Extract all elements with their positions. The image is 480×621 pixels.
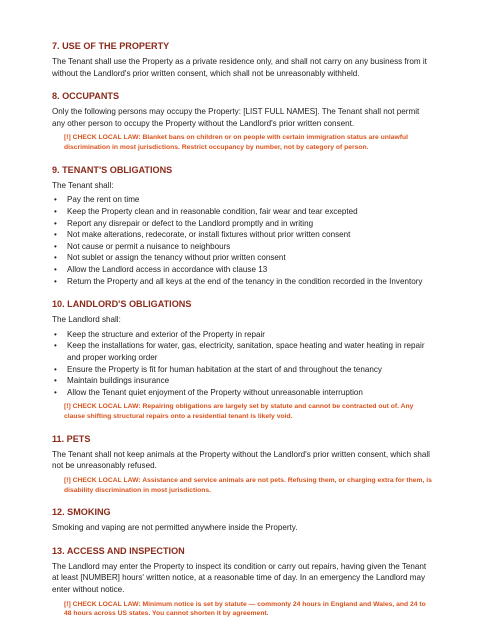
local-law-warning: [!] CHECK LOCAL LAW: Blanket bans on children or on people with certain immigration status are unlawful discrimination in most jurisdictions. Restrict occupancy by number, not by category of person.: [64, 134, 409, 152]
section-heading: 9. TENANT'S OBLIGATIONS: [52, 164, 173, 175]
list-item: • Report any disrepair or defect to the Landlord promptly and in writing: [52, 218, 432, 230]
section-smoking: [52, 506, 432, 534]
section-pets: [52, 433, 432, 496]
list-item: • Allow the Landlord access in accordance with clause 13: [52, 264, 432, 276]
section-heading: 13. ACCESS AND INSPECTION: [52, 545, 185, 556]
list-item: • Ensure the Property is fit for human habitation at the start of and throughout the tenancy: [52, 364, 432, 376]
list-item: • Pay the rent on time: [52, 194, 432, 206]
section-occupants: [52, 90, 432, 153]
section-paragraph: The Landlord may enter the Property to inspect its condition or carry out repairs, having given the Tenant at least [NUMBER] hours' written notice, at a reasonable time of day. In an emergency the Landlord may enter without notice.: [52, 561, 427, 595]
list-item: • Not make alterations, redecorate, or install fixtures without prior written consent: [52, 229, 432, 241]
section-heading: 11. PETS: [52, 433, 91, 444]
obligations-list: [52, 329, 432, 399]
local-law-warning: [!] CHECK LOCAL LAW: Repairing obligations are largely set by statute and cannot be contracted out of. Any clause shifting structural repairs onto a residential tenant is likely void.: [64, 403, 414, 420]
section-paragraph: The Tenant shall use the Property as a private residence only, and shall not carry on any business from it without the Landlord's prior written consent, which shall not be unreasonably withheld.: [52, 57, 427, 78]
list-item: • Keep the Property clean and in reasonable condition, fair wear and tear excepted: [52, 206, 432, 218]
list-item: • Return the Property and all keys at the end of the tenancy in the condition recorded in the Inventory: [52, 276, 432, 288]
section-access-inspection: [52, 545, 432, 619]
section-intro: The Landlord shall:: [52, 315, 121, 325]
list-item: • Keep the installations for water, gas, electricity, sanitation, space heating and water heating in repair and proper working order: [52, 340, 432, 363]
section-heading: 12. SMOKING: [52, 507, 111, 518]
list-item: • Allow the Tenant quiet enjoyment of the Property without unreasonable interruption: [52, 387, 432, 399]
list-item: • Not sublet or assign the tenancy without prior written consent: [52, 252, 432, 264]
section-heading: 10. LANDLORD'S OBLIGATIONS: [52, 299, 192, 310]
list-item: • Not cause or permit a nuisance to neighbours: [52, 241, 432, 253]
section-heading: 8. OCCUPANTS: [52, 91, 120, 102]
local-law-warning: [!] CHECK LOCAL LAW: Minimum notice is set by statute — commonly 24 hours in England and Wales, and 24 to 48 hours across US states. You cannot shorten it by agreement.: [64, 600, 426, 618]
document-page: [52, 40, 432, 619]
section-paragraph: The Tenant shall not keep animals at the Property without the Landlord's prior written consent, which shall not be unreasonably refused.: [52, 449, 430, 471]
local-law-warning: [!] CHECK LOCAL LAW: Assistance and service animals are not pets. Refusing them, or charging extra for them, is disability discrimination in most jurisdictions.: [64, 476, 432, 494]
section-tenant-obligations: [52, 164, 432, 287]
list-item: • Keep the structure and exterior of the Property in repair: [52, 329, 432, 341]
section-paragraph: Only the following persons may occupy the Property: [LIST FULL NAMES]. The Tenant shall not permit any other person to occupy the Property without the Landlord's prior written consent.: [52, 107, 420, 128]
list-item: • Maintain buildings insurance: [52, 375, 432, 387]
obligations-list: [52, 194, 432, 287]
section-paragraph: Smoking and vaping are not permitted anywhere inside the Property.: [52, 523, 298, 533]
section-intro: The Tenant shall:: [52, 180, 114, 190]
section-use-of-property: [52, 40, 432, 79]
section-heading: 7. USE OF THE PROPERTY: [52, 41, 170, 51]
section-landlord-obligations: [52, 298, 432, 422]
